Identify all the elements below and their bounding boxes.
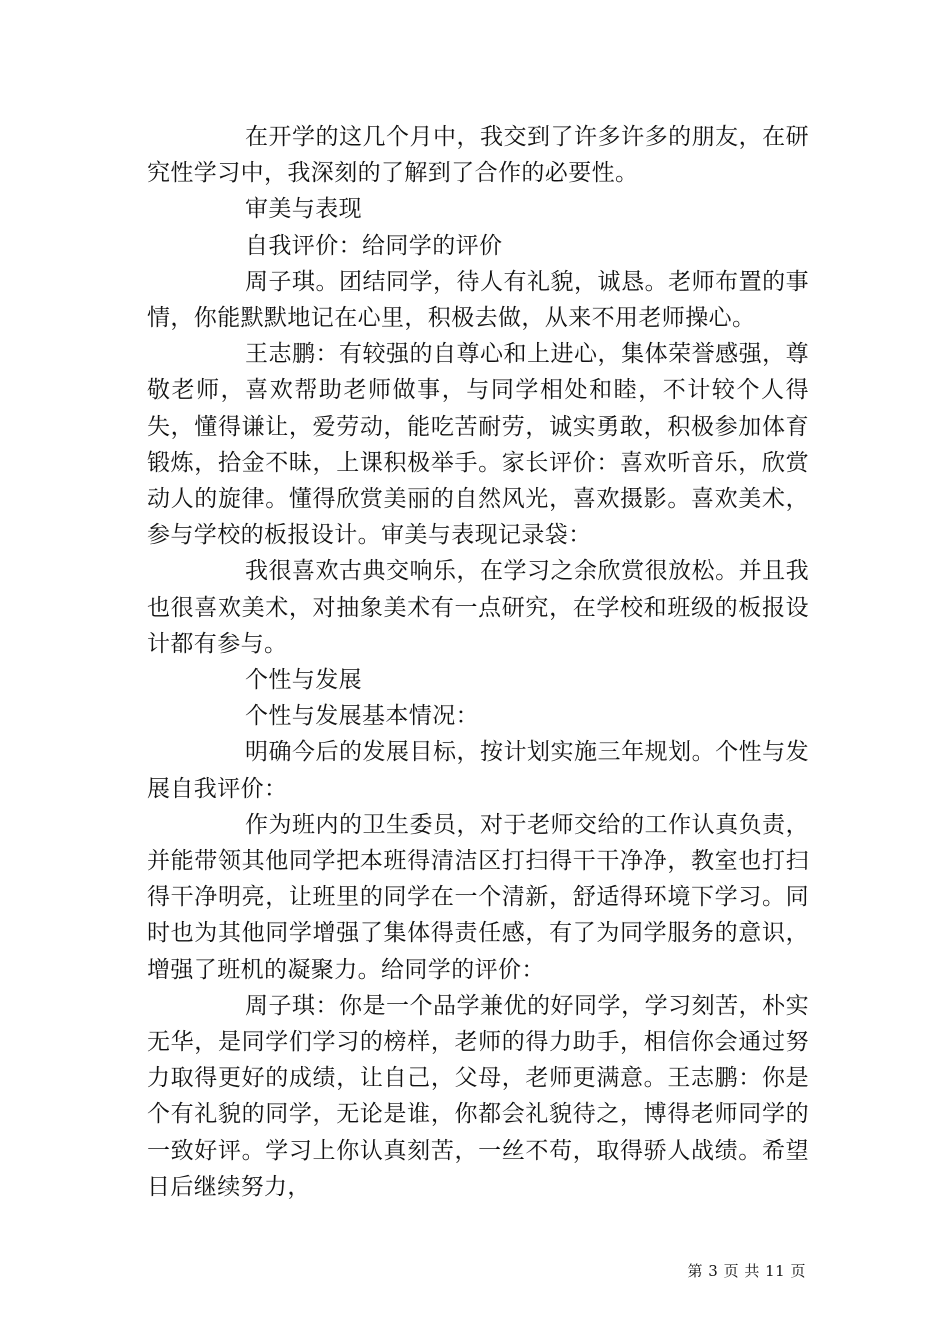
paragraph-development-goal: 明确今后的发展目标，按计划实施三年规划。个性与发展自我评价： bbox=[147, 739, 809, 802]
subheading-self-evaluation: 自我评价：给同学的评价 bbox=[245, 232, 503, 259]
page-number-footer: 第 3 页 共 11 页 bbox=[687, 1262, 806, 1280]
section-heading-aesthetics: 审美与表现 bbox=[245, 196, 362, 223]
paragraph-intro: 在开学的这几个月中，我交到了许多许多的朋友，在研究性学习中，我深刻的了解到了合作的必要性。 bbox=[147, 124, 809, 187]
document-body bbox=[147, 119, 809, 1205]
paragraph-hygiene-committee: 作为班内的卫生委员，对于老师交给的工作认真负责，并能带领其他同学把本班得清洁区打扫得干干净净，教室也打扫得干净明亮，让班里的同学在一个清新，舒适得环境下学习。同时也为其他同学增强了集体得责任感，有了为同学服务的意识，增强了班机的凝聚力。给同学的评价： bbox=[147, 811, 809, 983]
section-heading-personality: 个性与发展 bbox=[245, 667, 362, 694]
subheading-personality-basics: 个性与发展基本情况： bbox=[245, 703, 479, 730]
paragraph-peer-evaluation: 周子琪：你是一个品学兼优的好同学，学习刻苦，朴实无华，是同学们学习的榜样，老师的得力助手，相信你会通过努力取得更好的成绩，让自己，父母，老师更满意。王志鹏：你是个有礼貌的同学，无论是谁，你都会礼貌待之，博得老师同学的一致好评。学习上你认真刻苦，一丝不苟，取得骄人战绩。希望日后继续努力， bbox=[147, 992, 809, 1200]
paragraph-evaluation-zhou: 周子琪。团结同学，待人有礼貌，诚恳。老师布置的事情，你能默默地记在心里，积极去做，从来不用老师操心。 bbox=[147, 268, 809, 332]
paragraph-evaluation-wang: 王志鹏：有较强的自尊心和上进心，集体荣誉感强，尊敬老师，喜欢帮助老师做事，与同学相处和睦，不计较个人得失，懂得谦让，爱劳动，能吃苦耐劳，诚实勇敢，积极参加体育锻炼，拾金不昧，上课积极举手。家长评价：喜欢听音乐，欣赏动人的旋律。懂得欣赏美丽的自然风光，喜欢摄影。喜欢美术，参与学校的板报设计。审美与表现记录袋： bbox=[147, 341, 809, 549]
paragraph-aesthetics-record: 我很喜欢古典交响乐，在学习之余欣赏很放松。并且我也很喜欢美术，对抽象美术有一点研究，在学校和班级的板报设计都有参与。 bbox=[147, 558, 809, 657]
